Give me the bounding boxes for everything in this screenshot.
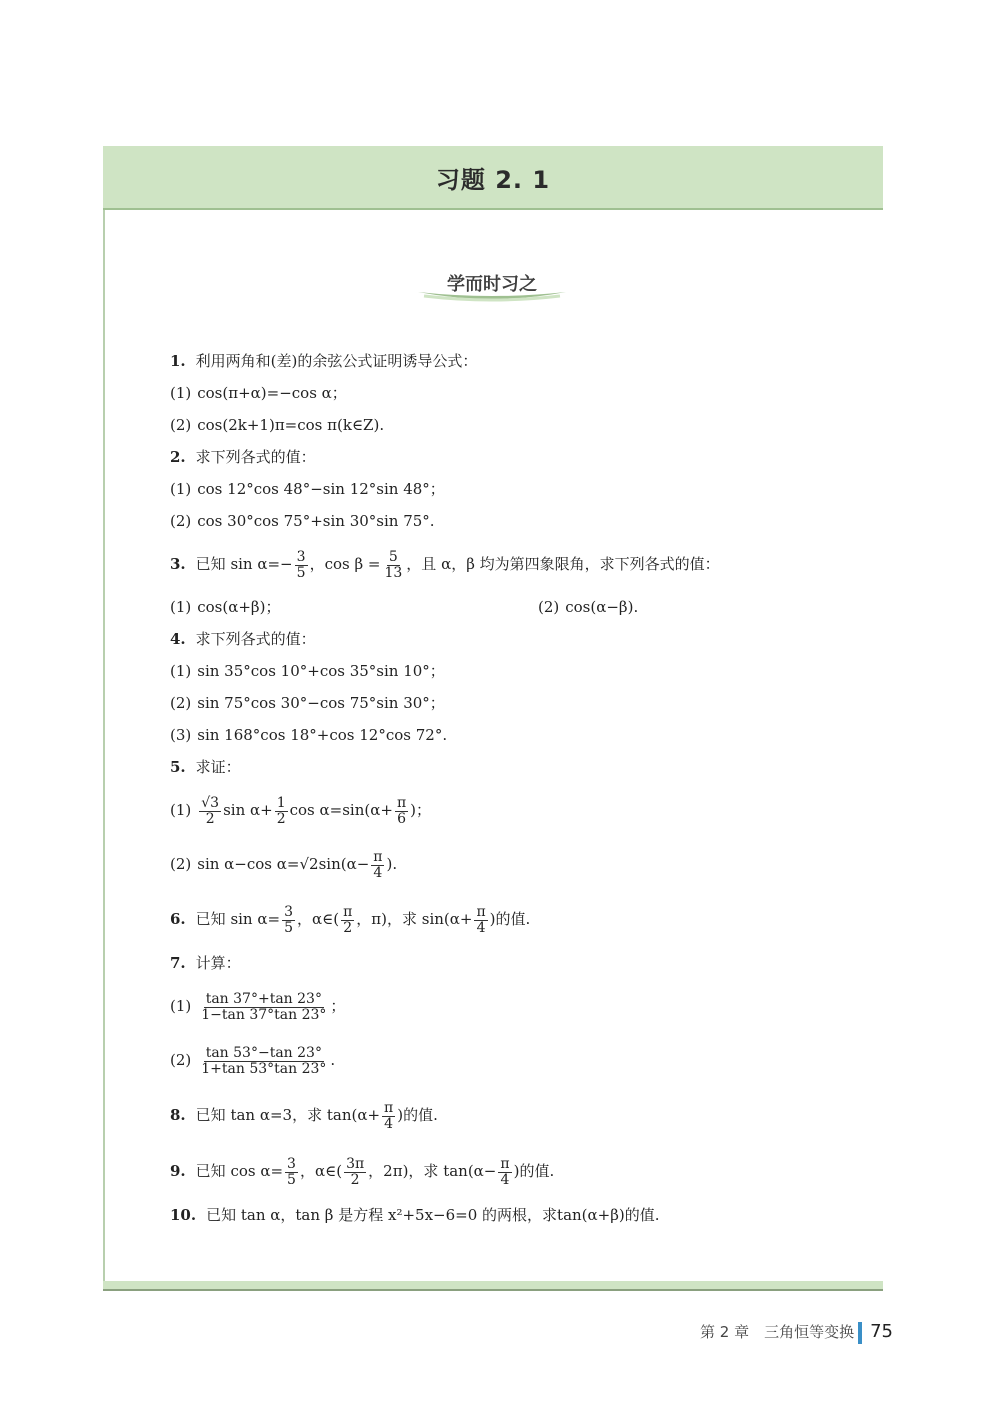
sub-label: (1) xyxy=(170,480,192,498)
denominator: 13 xyxy=(384,564,403,581)
denominator: 5 xyxy=(287,1171,296,1188)
subproblem xyxy=(170,979,870,1033)
problem-number: 2. xyxy=(170,448,186,466)
problem-text: 已知 sin α= xyxy=(195,910,281,928)
sub-text: sin α+ xyxy=(223,801,273,819)
subproblem-col2 xyxy=(538,591,638,623)
footer-accent-bar xyxy=(858,1322,862,1344)
denominator: 1−tan 37°tan 23° xyxy=(201,1006,327,1023)
numerator: π xyxy=(343,903,353,920)
sub-text: cos(π+α)=−cos α； xyxy=(197,384,347,402)
problem-text: 已知 tan α，tan β 是方程 x²+5x−6=0 的两根，求tan(α+β)的值. xyxy=(206,1206,660,1224)
fraction xyxy=(382,550,404,580)
problem-text: ，2π)，求 tan(α− xyxy=(368,1162,497,1180)
sub-text: ). xyxy=(386,855,398,873)
problem-text: )的值. xyxy=(489,910,531,928)
numerator: 3π xyxy=(346,1155,365,1172)
sub-text: cos 12°cos 48°−sin 12°sin 48°； xyxy=(197,480,445,498)
sub-label: (1) xyxy=(170,662,192,680)
denominator: 4 xyxy=(373,864,383,881)
fraction xyxy=(199,992,328,1022)
chapter-label: 第 2 章 三角恒等变换 xyxy=(700,1323,855,1341)
problem-text: 已知 sin α=− xyxy=(195,555,293,573)
problem-1 xyxy=(170,345,870,377)
numerator: π xyxy=(476,903,486,920)
problem-text: 已知 cos α= xyxy=(195,1162,284,1180)
numerator: 3 xyxy=(287,1155,296,1172)
problem-4 xyxy=(170,623,870,655)
problem-text: 利用两角和(差)的余弦公式证明诱导公式： xyxy=(195,352,478,370)
sub-text: sin 168°cos 18°+cos 12°cos 72°. xyxy=(197,726,448,744)
fraction xyxy=(199,1046,328,1076)
denominator: 4 xyxy=(384,1115,394,1132)
problem-text: ，π)，求 sin(α+ xyxy=(356,910,473,928)
fraction xyxy=(344,1157,366,1187)
sub-label: (2) xyxy=(170,1051,192,1069)
numerator: 3 xyxy=(296,548,306,565)
problem-text: 求证： xyxy=(195,758,241,776)
problem-text: ，且 α，β 均为第四象限角，求下列各式的值： xyxy=(406,555,720,573)
sub-text: ； xyxy=(330,997,346,1015)
problem-number: 9. xyxy=(170,1162,186,1180)
denominator: 5 xyxy=(284,919,293,936)
sub-label: (2) xyxy=(170,855,192,873)
problem-number: 8. xyxy=(170,1106,186,1124)
numerator: tan 37°+tan 23° xyxy=(205,990,322,1007)
fraction xyxy=(382,1101,395,1131)
page-footer xyxy=(700,1320,893,1344)
sub-label: (2) xyxy=(170,512,192,530)
problem-9 xyxy=(170,1143,870,1199)
problem-text: )的值. xyxy=(513,1162,555,1180)
fraction xyxy=(199,796,221,826)
problem-text: 求下列各式的值： xyxy=(195,630,316,648)
denominator: 5 xyxy=(296,564,306,581)
sub-text: cos 30°cos 75°+sin 30°sin 75°. xyxy=(197,512,435,530)
problem-text: 求下列各式的值： xyxy=(195,448,316,466)
sub-text: sin α−cos α=√2sin(α− xyxy=(197,855,370,873)
subproblem xyxy=(170,505,870,537)
problem-text: ，α∈( xyxy=(299,1162,343,1180)
problem-text: 计算： xyxy=(195,954,241,972)
problem-text: ，α∈( xyxy=(296,910,340,928)
fraction xyxy=(395,796,408,826)
subproblem xyxy=(170,591,870,623)
fraction xyxy=(282,905,295,935)
problem-number: 6. xyxy=(170,910,186,928)
sub-label: (2) xyxy=(170,416,192,434)
sub-text: sin 35°cos 10°+cos 35°sin 10°； xyxy=(197,662,445,680)
fraction xyxy=(474,905,487,935)
header-band xyxy=(103,146,883,210)
denominator: 2 xyxy=(343,919,353,936)
sub-text: . xyxy=(330,1051,336,1069)
exercise-title: 习题 2. 1 xyxy=(435,166,551,194)
problem-8 xyxy=(170,1087,870,1143)
denominator: 6 xyxy=(397,810,406,827)
sub-label: (1) xyxy=(170,997,192,1015)
problem-number: 1. xyxy=(170,352,186,370)
bottom-band xyxy=(103,1281,883,1291)
problem-7 xyxy=(170,947,870,979)
subproblem xyxy=(170,655,870,687)
subproblem xyxy=(170,783,870,837)
sub-text: cos(α+β)； xyxy=(197,598,281,616)
fraction xyxy=(275,796,288,826)
problem-number: 4. xyxy=(170,630,186,648)
sub-text: sin 75°cos 30°−cos 75°sin 30°； xyxy=(197,694,445,712)
subproblem xyxy=(170,473,870,505)
problem-number: 3. xyxy=(170,555,186,573)
denominator: 2 xyxy=(205,810,215,827)
subproblem xyxy=(170,719,870,751)
denominator: 4 xyxy=(476,919,486,936)
numerator: 3 xyxy=(284,903,293,920)
sub-text: cos(2k+1)π=cos π(k∈Z). xyxy=(197,416,385,434)
section-banner xyxy=(414,266,570,304)
section-label: 学而时习之 xyxy=(447,274,537,295)
numerator: √3 xyxy=(201,794,220,811)
fraction xyxy=(498,1157,511,1187)
numerator: 5 xyxy=(388,548,398,565)
numerator: π xyxy=(396,794,407,811)
sub-text: cos α=sin(α+ xyxy=(289,801,393,819)
subproblem xyxy=(170,409,870,441)
sub-label: (2) xyxy=(538,598,560,616)
problem-2 xyxy=(170,441,870,473)
problem-text: 已知 tan α=3，求 tan(α+ xyxy=(195,1106,381,1124)
fraction xyxy=(285,1157,298,1187)
denominator: 4 xyxy=(500,1171,510,1188)
sub-label: (3) xyxy=(170,726,192,744)
problem-number: 10. xyxy=(170,1206,197,1224)
sub-text: cos(α−β). xyxy=(565,598,639,616)
numerator: π xyxy=(384,1099,394,1116)
numerator: π xyxy=(373,848,383,865)
problem-number: 5. xyxy=(170,758,186,776)
sub-label: (1) xyxy=(170,801,192,819)
subproblem xyxy=(170,1033,870,1087)
problem-text: )的值. xyxy=(397,1106,438,1124)
subproblem xyxy=(170,687,870,719)
numerator: tan 53°−tan 23° xyxy=(205,1044,322,1061)
problem-text: ，cos β = xyxy=(309,555,381,573)
numerator: 1 xyxy=(276,794,286,811)
page-number: 75 xyxy=(870,1321,893,1342)
fraction xyxy=(371,850,384,880)
denominator: 2 xyxy=(350,1171,360,1188)
sub-label: (1) xyxy=(170,598,192,616)
problem-number: 7. xyxy=(170,954,186,972)
fraction xyxy=(341,905,354,935)
problem-5 xyxy=(170,751,870,783)
denominator: 2 xyxy=(276,810,286,827)
denominator: 1+tan 53°tan 23° xyxy=(201,1060,327,1077)
problem-6 xyxy=(170,891,870,947)
subproblem xyxy=(170,837,870,891)
sub-label: (1) xyxy=(170,384,192,402)
fraction xyxy=(295,550,308,580)
problem-3 xyxy=(170,537,870,591)
problem-list xyxy=(170,345,870,1231)
sub-text: )； xyxy=(410,801,431,819)
numerator: π xyxy=(500,1155,510,1172)
problem-10 xyxy=(170,1199,870,1231)
subproblem xyxy=(170,377,870,409)
sub-label: (2) xyxy=(170,694,192,712)
